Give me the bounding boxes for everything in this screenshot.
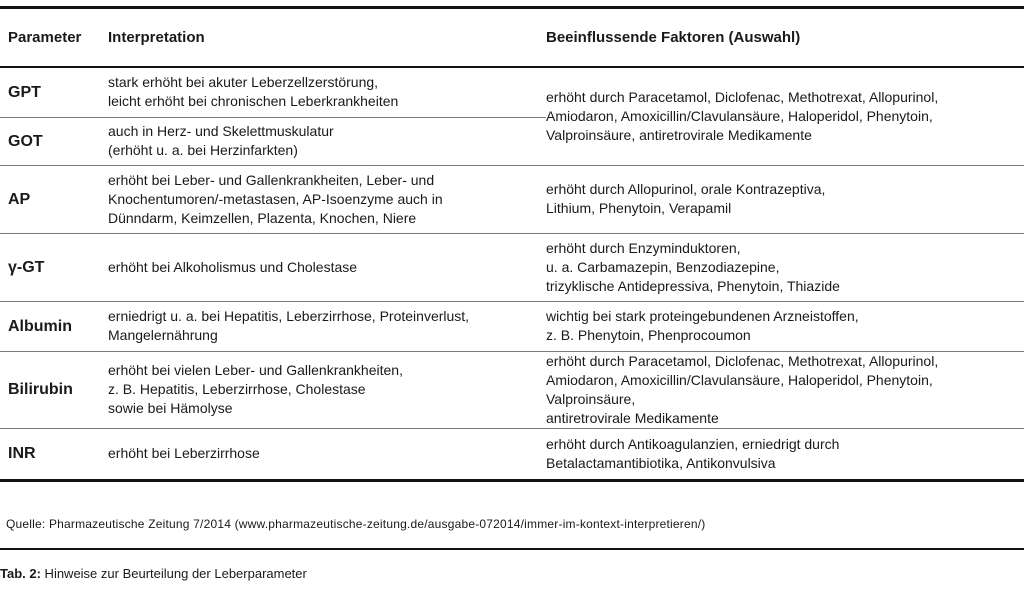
factors-line: Amiodaron, Amoxicillin/Clavulansäure, Haloperidol, Phenytoin, bbox=[546, 107, 933, 124]
interpretation-cell bbox=[108, 428, 546, 480]
parameter-cell: γ-GT bbox=[0, 233, 108, 301]
factors-line: trizyklische Antidepressiva, Phenytoin, Thiazide bbox=[546, 277, 840, 294]
factors-cell bbox=[546, 428, 1024, 480]
interpretation-cell bbox=[108, 351, 546, 428]
header-parameter: Parameter bbox=[0, 8, 108, 68]
liver-parameter-table bbox=[0, 6, 1024, 482]
interpretation-line: erhöht bei Leber- und Gallenkrankheiten, Leber- und bbox=[108, 171, 435, 188]
interpretation-line: Dünndarm, Keimzellen, Plazenta, Knochen, Niere bbox=[108, 209, 417, 226]
table-row bbox=[0, 301, 1024, 351]
divider bbox=[0, 548, 1024, 550]
factors-line: Amiodaron, Amoxicillin/Clavulansäure, Haloperidol, Phenytoin, bbox=[546, 371, 933, 388]
source-note: Quelle: Pharmazeutische Zeitung 7/2014 (www.pharmazeutische-zeitung.de/ausgabe-072014/immer-im-kontext-interpretieren/) bbox=[6, 517, 706, 531]
table-header-row bbox=[0, 8, 1024, 68]
parameter-cell: GPT bbox=[0, 67, 108, 117]
interpretation-cell bbox=[108, 67, 546, 117]
interpretation-line: erhöht bei Alkoholismus und Cholestase bbox=[108, 258, 358, 275]
factors-cell bbox=[546, 67, 1024, 165]
parameter-cell: GOT bbox=[0, 117, 108, 165]
parameter-cell: INR bbox=[0, 428, 108, 480]
table-row bbox=[0, 428, 1024, 480]
factors-line: erhöht durch Enzyminduktoren, bbox=[546, 239, 741, 256]
factors-line: u. a. Carbamazepin, Benzodiazepine, bbox=[546, 258, 780, 275]
table-row bbox=[0, 233, 1024, 301]
interpretation-line: Mangelernährung bbox=[108, 327, 218, 343]
interpretation-cell bbox=[108, 233, 546, 301]
factors-line: antiretrovirale Medikamente bbox=[546, 409, 719, 426]
parameter-cell: AP bbox=[0, 165, 108, 233]
factors-cell bbox=[546, 165, 1024, 233]
factors-line: erhöht durch Paracetamol, Diclofenac, Methotrexat, Allopurinol, bbox=[546, 352, 939, 369]
factors-cell bbox=[546, 301, 1024, 351]
factors-line: z. B. Phenytoin, Phenprocoumon bbox=[546, 327, 751, 343]
factors-line: Valproinsäure, bbox=[546, 390, 636, 407]
parameter-cell: Bilirubin bbox=[0, 351, 108, 428]
caption-text: Hinweise zur Beurteilung der Leberparameter bbox=[40, 566, 307, 581]
interpretation-line: sowie bei Hämolyse bbox=[108, 400, 233, 416]
interpretation-cell bbox=[108, 117, 546, 165]
interpretation-line: auch in Herz- und Skelettmuskulatur bbox=[108, 123, 334, 139]
interpretation-cell bbox=[108, 165, 546, 233]
table-body bbox=[0, 67, 1024, 480]
interpretation-line: leicht erhöht bei chronischen Leberkrankheiten bbox=[108, 93, 399, 110]
table-row bbox=[0, 165, 1024, 233]
table-row bbox=[0, 351, 1024, 428]
factors-line: erhöht durch Allopurinol, orale Kontrazeptiva, bbox=[546, 181, 826, 197]
interpretation-line: Knochentumoren/-metastasen, AP-Isoenzyme auch in bbox=[108, 190, 443, 207]
factors-line: Lithium, Phenytoin, Verapamil bbox=[546, 200, 732, 216]
header-factors: Beeinflussende Faktoren (Auswahl) bbox=[546, 8, 1024, 68]
factors-line: Betalactamantibiotika, Antikonvulsiva bbox=[546, 454, 776, 471]
factors-line: erhöht durch Paracetamol, Diclofenac, Methotrexat, Allopurinol, bbox=[546, 88, 939, 105]
header-interpretation: Interpretation bbox=[108, 8, 546, 68]
factors-line: wichtig bei stark proteingebundenen Arzneistoffen, bbox=[546, 308, 859, 324]
interpretation-line: erniedrigt u. a. bei Hepatitis, Leberzirrhose, Proteinverlust, bbox=[108, 308, 470, 324]
interpretation-line: z. B. Hepatitis, Leberzirrhose, Cholestase bbox=[108, 381, 366, 397]
factors-cell bbox=[546, 351, 1024, 428]
caption-label: Tab. 2: bbox=[0, 566, 41, 581]
table-row bbox=[0, 67, 1024, 117]
interpretation-line: erhöht bei vielen Leber- und Gallenkrankheiten, bbox=[108, 362, 403, 378]
factors-cell bbox=[546, 233, 1024, 301]
interpretation-line: (erhöht u. a. bei Herzinfarkten) bbox=[108, 142, 298, 158]
table-caption bbox=[0, 566, 307, 581]
interpretation-line: erhöht bei Leberzirrhose bbox=[108, 445, 260, 461]
parameter-cell: Albumin bbox=[0, 301, 108, 351]
factors-line: erhöht durch Antikoagulanzien, erniedrigt durch bbox=[546, 435, 840, 452]
interpretation-cell bbox=[108, 301, 546, 351]
factors-line: Valproinsäure, antiretrovirale Medikamente bbox=[546, 126, 812, 143]
interpretation-line: stark erhöht bei akuter Leberzellzerstörung, bbox=[108, 74, 379, 91]
